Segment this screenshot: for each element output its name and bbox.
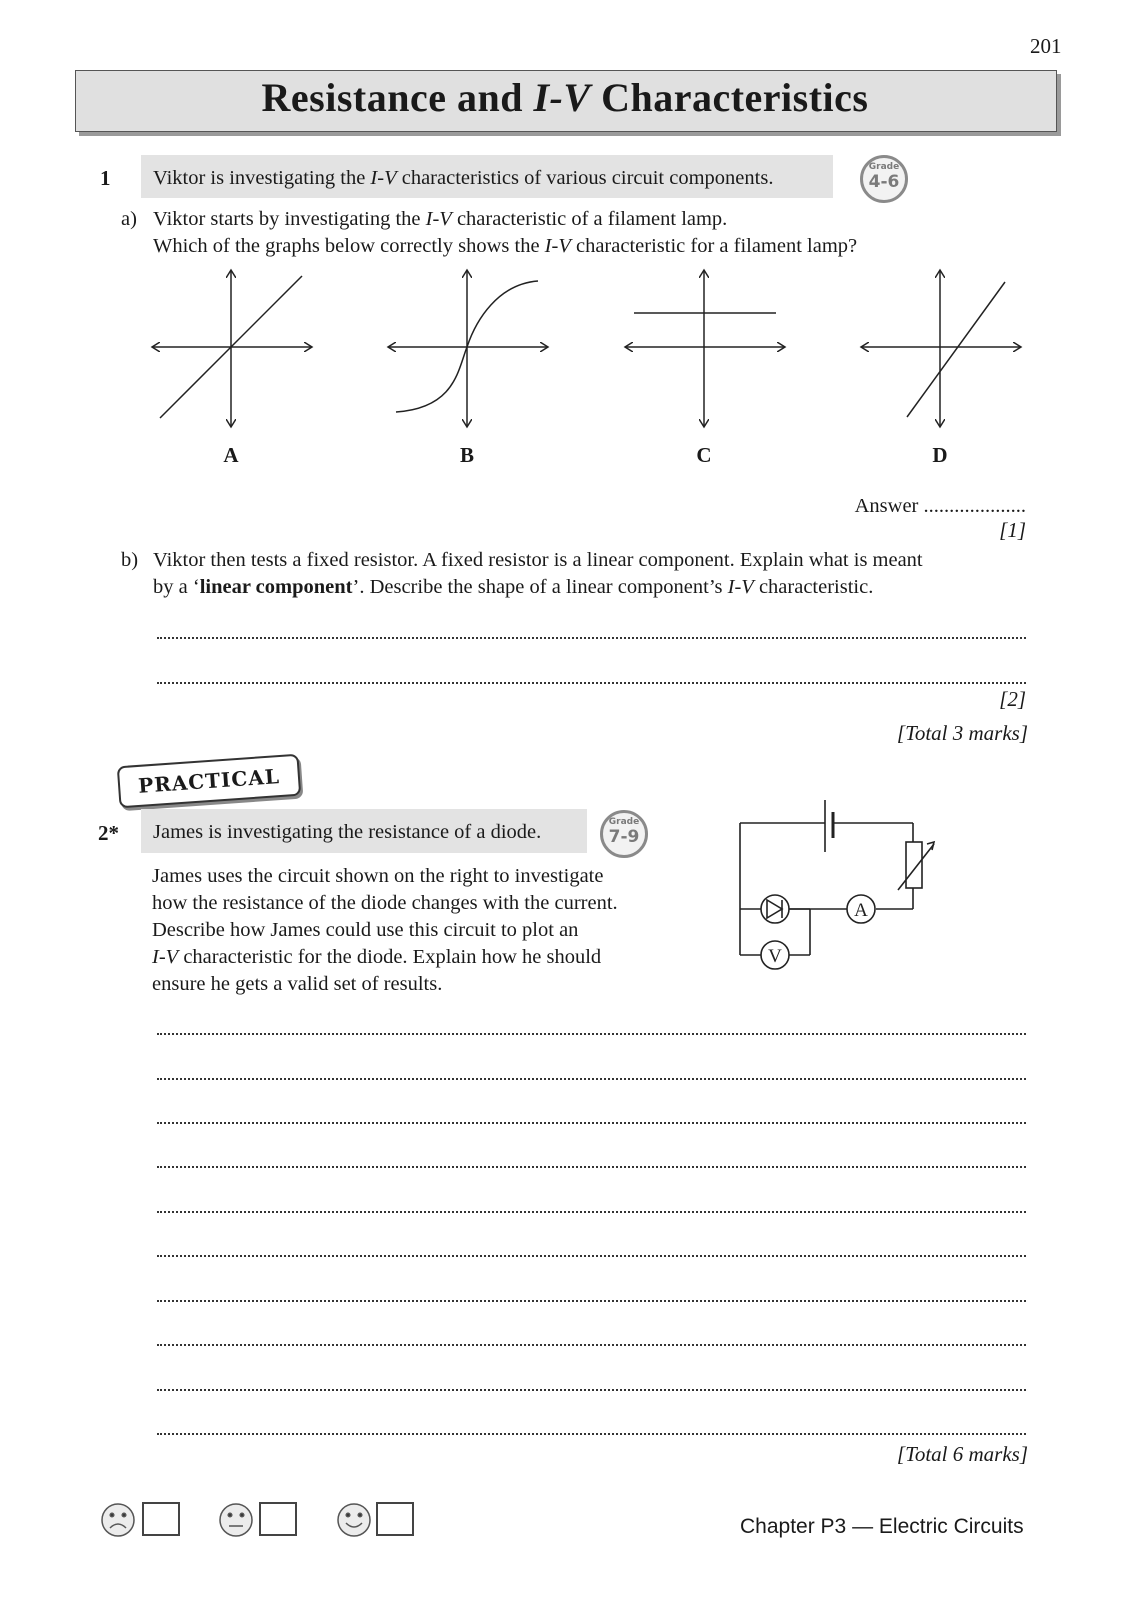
graph-d: [861, 270, 1021, 427]
chapter-footer: Chapter P3 — Electric Circuits: [740, 1515, 1024, 1538]
q2-body-line1: James uses the circuit shown on the right to investigate: [152, 865, 604, 887]
answer-line-q2-9[interactable]: [157, 1389, 1026, 1391]
graph-label-b: B: [459, 443, 474, 467]
answer-line-b-2[interactable]: [157, 682, 1026, 684]
page-title: Resistance and I-V Characteristics: [261, 75, 869, 120]
answer-line-q2-8[interactable]: [157, 1344, 1026, 1346]
answer-line-q2-4[interactable]: [157, 1166, 1026, 1168]
sad-face-icon: [102, 1504, 134, 1536]
grade-badge-7-9: Grade 7-9: [600, 810, 648, 858]
graph-label-c: C: [696, 443, 712, 467]
part-a-line2: Which of the graphs below correctly shows the I-V characteristic for a filament lamp?: [153, 235, 858, 257]
q2-body-line2: how the resistance of the diode changes with the current.: [152, 892, 618, 914]
grade-badge-4-6: Grade 4-6: [860, 155, 908, 203]
answer-line-q2-1[interactable]: [157, 1033, 1026, 1035]
answer-line-q2-2[interactable]: [157, 1078, 1026, 1080]
part-b-line2: by a ‘linear component’. Describe the shape of a linear component’s I-V characteristic.: [153, 576, 874, 598]
iv-graphs: [0, 0, 1131, 480]
q2-body-line5: ensure he gets a valid set of results.: [152, 973, 443, 995]
tickbox-sad: [143, 1503, 179, 1535]
page-number: 201: [1030, 34, 1062, 58]
graph-b: [388, 270, 548, 427]
variable-resistor: [906, 842, 922, 888]
question-1-intro: Viktor is investigating the I-V characteristics of various circuit components.: [141, 155, 833, 198]
graph-d-line: [907, 282, 1005, 417]
answer-line-q2-5[interactable]: [157, 1211, 1026, 1213]
q2-total-marks: [Total 6 marks]: [896, 1442, 1028, 1466]
graph-label-a: A: [223, 443, 239, 467]
part-b-line1: Viktor then tests a fixed resistor. A fixed resistor is a linear component. Explain what is meant: [153, 549, 923, 571]
happy-face-icon: [338, 1504, 370, 1536]
ammeter-label: A: [854, 900, 868, 921]
part-a-line1: Viktor starts by investigating the I-V characteristic of a filament lamp.: [153, 208, 728, 230]
practical-badge: PRACTICAL: [117, 754, 301, 809]
part-a-letter: a): [121, 208, 137, 230]
q2-body-line4: I-V characteristic for the diode. Explain how he should: [152, 946, 602, 968]
led-diode: [761, 895, 789, 923]
self-assessment: [100, 1500, 430, 1540]
marks-a: [1]: [999, 518, 1026, 542]
tickbox-happy: [377, 1503, 413, 1535]
graph-a: [152, 270, 312, 427]
q2-body-line3: Describe how James could use this circuit to plot an: [152, 919, 579, 941]
voltmeter-label: V: [768, 946, 782, 967]
graph-c: [625, 270, 785, 427]
answer-line-q2-3[interactable]: [157, 1122, 1026, 1124]
answer-line-q2-10[interactable]: [157, 1433, 1026, 1435]
answer-line-a[interactable]: Answer ....................: [854, 495, 1026, 517]
q1-total-marks: [Total 3 marks]: [896, 721, 1028, 745]
marks-b: [2]: [999, 687, 1026, 711]
question-2-intro: James is investigating the resistance of a diode.: [141, 809, 587, 853]
answer-line-q2-7[interactable]: [157, 1300, 1026, 1302]
neutral-face-icon: [220, 1504, 252, 1536]
question-2-number: 2*: [98, 821, 119, 845]
answer-line-q2-6[interactable]: [157, 1255, 1026, 1257]
question-1-number: 1: [100, 166, 111, 190]
tickbox-neutral: [260, 1503, 296, 1535]
answer-line-b-1[interactable]: [157, 637, 1026, 639]
diode-circuit-diagram: [720, 790, 960, 980]
part-b-letter: b): [121, 549, 139, 571]
graph-label-d: D: [932, 443, 948, 467]
